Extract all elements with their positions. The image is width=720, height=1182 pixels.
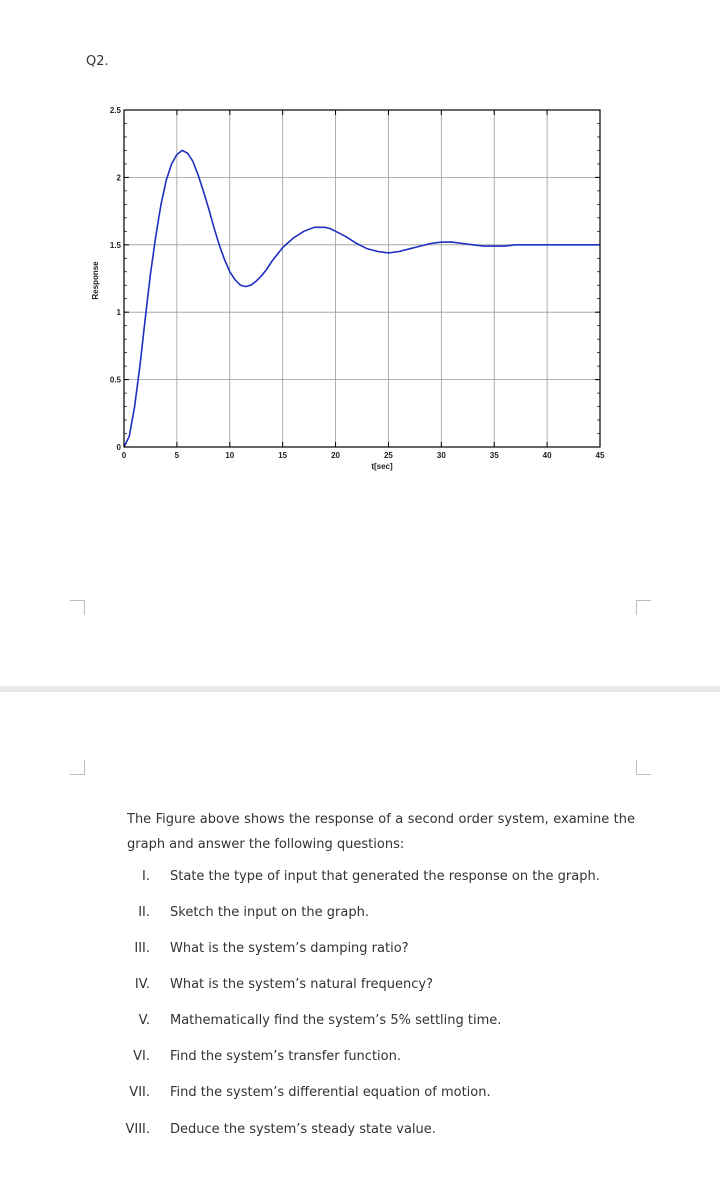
x-tick-label: 20: [331, 451, 341, 460]
question-item: [0, 1085, 720, 1107]
x-tick-label: 45: [595, 451, 605, 460]
question-number: IV.: [134, 977, 150, 992]
response-series-line: [124, 150, 600, 447]
y-tick-label: 0: [116, 443, 121, 452]
page-corner-mark: [70, 760, 85, 775]
question-text: What is the system’s natural frequency?: [170, 977, 434, 992]
question-item: [0, 941, 720, 963]
y-axis-label: Response: [91, 261, 100, 300]
x-tick-label: 35: [489, 451, 499, 460]
x-tick-label: 10: [225, 451, 235, 460]
question-text: Find the system’s differential equation of motion.: [170, 1085, 491, 1100]
chart-grid: [124, 110, 600, 447]
page-corner-mark: [636, 600, 651, 615]
x-tick-label: 40: [542, 451, 552, 460]
x-tick-label: 5: [174, 451, 180, 460]
document-page-2: [0, 692, 720, 1182]
question-item: [0, 977, 720, 999]
question-text: Find the system’s transfer function.: [170, 1049, 401, 1064]
question-text: What is the system’s damping ratio?: [170, 941, 409, 956]
question-number: VII.: [129, 1085, 150, 1100]
chart-ticks: [124, 110, 600, 447]
question-item: [0, 1122, 720, 1144]
x-axis-label: t[sec]: [371, 462, 393, 471]
chart-labels: [110, 106, 605, 460]
x-tick-label: 0: [121, 451, 127, 460]
question-number: I.: [142, 869, 150, 884]
question-text: Mathematically find the system’s 5% settling time.: [170, 1013, 502, 1028]
response-chart: [0, 0, 720, 500]
question-item: [0, 905, 720, 927]
page-corner-mark: [70, 600, 85, 615]
y-tick-label: 0.5: [109, 375, 121, 385]
x-tick-label: 25: [383, 451, 393, 460]
y-tick-label: 1.5: [109, 240, 121, 250]
y-tick-label: 2.5: [109, 106, 121, 115]
x-tick-label: 15: [278, 451, 288, 460]
x-tick-label: 30: [436, 451, 446, 460]
question-text: Sketch the input on the graph.: [170, 905, 369, 920]
plot-frame: [124, 110, 600, 447]
question-number: VIII.: [125, 1122, 150, 1137]
y-tick-label: 2: [116, 173, 121, 183]
question-number: V.: [138, 1013, 150, 1028]
question-item: [0, 1049, 720, 1071]
y-tick-label: 1: [116, 308, 121, 318]
question-label: Q2.: [86, 54, 109, 69]
question-item: [0, 1013, 720, 1035]
question-number: III.: [134, 941, 150, 956]
question-number: II.: [138, 905, 150, 920]
question-item: [0, 869, 720, 891]
question-text: Deduce the system’s steady state value.: [170, 1122, 436, 1137]
page-corner-mark: [636, 760, 651, 775]
question-text: State the type of input that generated the response on the graph.: [170, 869, 600, 884]
question-intro: The Figure above shows the response of a second order system, examine the graph and answer the following questions:: [127, 812, 635, 852]
question-number: VI.: [133, 1049, 150, 1064]
